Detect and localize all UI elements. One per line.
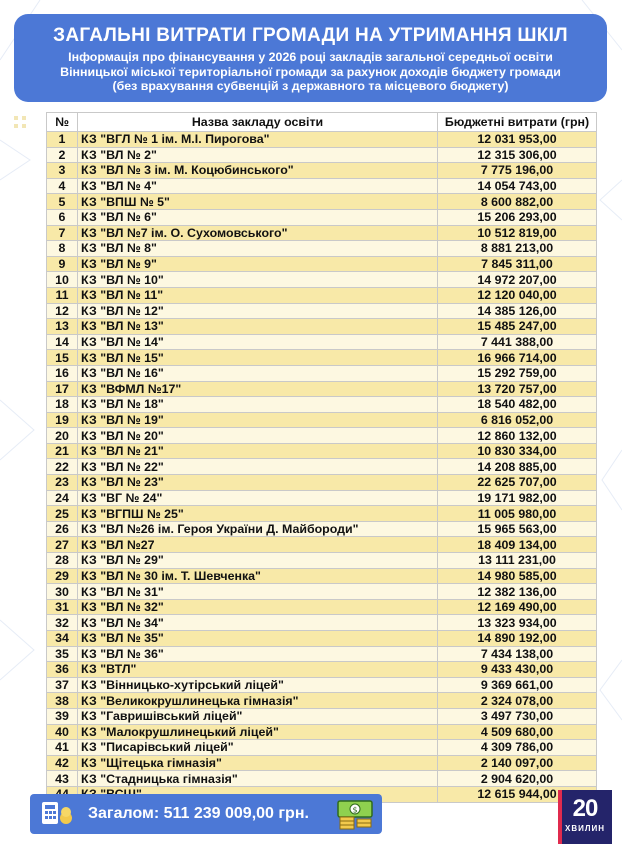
budget-expense: 8 600 882,00 <box>438 194 597 210</box>
table-row <box>47 662 597 678</box>
subtitle-line: Вінницької міської територіальної громади за рахунок доходів бюджету громади <box>60 64 561 79</box>
row-number: 10 <box>47 272 78 288</box>
budget-expense: 11 005 980,00 <box>438 506 597 522</box>
budget-expense: 2 324 078,00 <box>438 693 597 709</box>
school-name: КЗ "ВЛ № 6" <box>78 209 438 225</box>
row-number: 16 <box>47 365 78 381</box>
school-name: КЗ "ВФМЛ №17" <box>78 381 438 397</box>
budget-expense: 14 980 585,00 <box>438 568 597 584</box>
budget-expense: 14 385 126,00 <box>438 303 597 319</box>
budget-expense: 15 485 247,00 <box>438 319 597 335</box>
budget-expense: 2 140 097,00 <box>438 755 597 771</box>
row-number: 42 <box>47 755 78 771</box>
table-row <box>47 537 597 553</box>
budget-expense: 12 860 132,00 <box>438 428 597 444</box>
budget-expense: 13 111 231,00 <box>438 553 597 569</box>
row-number: 13 <box>47 319 78 335</box>
budget-expense: 6 816 052,00 <box>438 412 597 428</box>
row-number: 22 <box>47 459 78 475</box>
table-row <box>47 490 597 506</box>
column-header-expenses: Бюджетні витрати (грн) <box>438 113 597 132</box>
table-row <box>47 568 597 584</box>
school-name: КЗ "ВЛ № 36" <box>78 646 438 662</box>
table-row <box>47 771 597 787</box>
school-name: КЗ "ВЛ № 22" <box>78 459 438 475</box>
row-number: 35 <box>47 646 78 662</box>
school-name: КЗ "ВГЛ № 1 ім. М.І. Пирогова" <box>78 132 438 148</box>
budget-expense: 12 169 490,00 <box>438 599 597 615</box>
row-number: 25 <box>47 506 78 522</box>
table-body <box>47 132 597 803</box>
school-name: КЗ "Великокрушлинецька гімназія" <box>78 693 438 709</box>
table-row <box>47 646 597 662</box>
budget-expense: 4 309 786,00 <box>438 740 597 756</box>
row-number: 9 <box>47 256 78 272</box>
row-number: 5 <box>47 194 78 210</box>
budget-expense: 22 625 707,00 <box>438 475 597 491</box>
budget-expense: 9 369 661,00 <box>438 677 597 693</box>
row-number: 21 <box>47 443 78 459</box>
school-name: КЗ "ВЛ № 10" <box>78 272 438 288</box>
table-row <box>47 599 597 615</box>
row-number: 41 <box>47 740 78 756</box>
school-name: КЗ "Писарівський ліцей" <box>78 740 438 756</box>
page-subtitle <box>14 50 607 94</box>
row-number: 15 <box>47 350 78 366</box>
school-name: КЗ "ВЛ № 8" <box>78 241 438 257</box>
budget-expense: 15 206 293,00 <box>438 209 597 225</box>
school-name: КЗ "ВЛ № 18" <box>78 397 438 413</box>
row-number: 1 <box>47 132 78 148</box>
table-row <box>47 428 597 444</box>
school-name: КЗ "ВЛ № 23" <box>78 475 438 491</box>
school-name: КЗ "Вінницько-хутірський ліцей" <box>78 677 438 693</box>
school-name: КЗ "ВЛ № 9" <box>78 256 438 272</box>
budget-expense: 13 323 934,00 <box>438 615 597 631</box>
row-number: 28 <box>47 553 78 569</box>
budget-expense: 2 904 620,00 <box>438 771 597 787</box>
row-number: 31 <box>47 599 78 615</box>
school-name: КЗ "ВЛ № 21" <box>78 443 438 459</box>
calculator-icon <box>40 800 74 828</box>
budget-expense: 9 433 430,00 <box>438 662 597 678</box>
budget-expense: 10 512 819,00 <box>438 225 597 241</box>
budget-expense: 7 845 311,00 <box>438 256 597 272</box>
column-header-number: № <box>47 113 78 132</box>
table-row <box>47 287 597 303</box>
row-number: 32 <box>47 615 78 631</box>
school-name: КЗ "ВПШ № 5" <box>78 194 438 210</box>
table-row <box>47 334 597 350</box>
subtitle-line: Інформація про фінансування у 2026 році закладів загальної середньої освіти <box>68 50 553 64</box>
budget-expense: 14 054 743,00 <box>438 178 597 194</box>
budget-expense: 12 120 040,00 <box>438 287 597 303</box>
budget-expense: 7 441 388,00 <box>438 334 597 350</box>
table-row <box>47 365 597 381</box>
budget-expense: 15 965 563,00 <box>438 521 597 537</box>
table-row <box>47 677 597 693</box>
row-number: 19 <box>47 412 78 428</box>
row-number: 18 <box>47 397 78 413</box>
table-row <box>47 615 597 631</box>
table-row <box>47 241 597 257</box>
table-row <box>47 708 597 724</box>
table-row <box>47 755 597 771</box>
school-name: КЗ "ВЛ № 3 ім. М. Коцюбинського" <box>78 163 438 179</box>
row-number: 20 <box>47 428 78 444</box>
table-row <box>47 178 597 194</box>
school-name: КЗ "ВЛ № 30 ім. Т. Шевченка" <box>78 568 438 584</box>
budget-expense: 18 409 134,00 <box>438 537 597 553</box>
schools-table <box>46 112 597 803</box>
page-title: ЗАГАЛЬНІ ВИТРАТИ ГРОМАДИ НА УТРИМАННЯ ШКІЛ <box>53 25 568 46</box>
row-number: 11 <box>47 287 78 303</box>
row-number: 12 <box>47 303 78 319</box>
row-number: 24 <box>47 490 78 506</box>
school-name: КЗ "Малокрушлинецький ліцей" <box>78 724 438 740</box>
school-name: КЗ "ВЛ № 20" <box>78 428 438 444</box>
budget-expense: 10 830 334,00 <box>438 443 597 459</box>
budget-expense: 19 171 982,00 <box>438 490 597 506</box>
row-number: 26 <box>47 521 78 537</box>
column-header-name: Назва закладу освіти <box>78 113 438 132</box>
svg-text:$: $ <box>352 805 358 815</box>
logo-number: 20 <box>572 795 598 822</box>
row-number: 29 <box>47 568 78 584</box>
table-row <box>47 521 597 537</box>
schools-table-container <box>46 112 597 803</box>
row-number: 3 <box>47 163 78 179</box>
budget-expense: 7 775 196,00 <box>438 163 597 179</box>
row-number: 38 <box>47 693 78 709</box>
table-row <box>47 397 597 413</box>
table-row <box>47 256 597 272</box>
table-row <box>47 194 597 210</box>
table-row <box>47 631 597 647</box>
budget-expense: 12 315 306,00 <box>438 147 597 163</box>
table-row <box>47 350 597 366</box>
school-name: КЗ "ВЛ №7 ім. О. Сухомовського" <box>78 225 438 241</box>
school-name: КЗ "Щітецька гімназія" <box>78 755 438 771</box>
school-name: КЗ "ВЛ №27 <box>78 537 438 553</box>
row-number: 2 <box>47 147 78 163</box>
table-row <box>47 475 597 491</box>
table-header-row <box>47 113 597 132</box>
budget-expense: 12 382 136,00 <box>438 584 597 600</box>
budget-expense: 8 881 213,00 <box>438 241 597 257</box>
school-name: КЗ "ВТЛ" <box>78 662 438 678</box>
table-row <box>47 225 597 241</box>
school-name: КЗ "Стадницька гімназія" <box>78 771 438 787</box>
table-row <box>47 506 597 522</box>
logo-word: ХВИЛИН <box>564 824 605 833</box>
school-name: КЗ "ВЛ № 34" <box>78 615 438 631</box>
school-name: КЗ "ВЛ № 19" <box>78 412 438 428</box>
budget-expense: 4 509 680,00 <box>438 724 597 740</box>
table-row <box>47 724 597 740</box>
site-logo <box>558 790 612 844</box>
school-name: КЗ "ВЛ № 14" <box>78 334 438 350</box>
table-row <box>47 740 597 756</box>
table-row <box>47 553 597 569</box>
row-number: 14 <box>47 334 78 350</box>
school-name: КЗ "ВЛ № 11" <box>78 287 438 303</box>
row-number: 30 <box>47 584 78 600</box>
row-number: 36 <box>47 662 78 678</box>
row-number: 34 <box>47 631 78 647</box>
row-number: 7 <box>47 225 78 241</box>
money-stack-icon <box>334 797 378 831</box>
school-name: КЗ "ВЛ № 16" <box>78 365 438 381</box>
budget-expense: 18 540 482,00 <box>438 397 597 413</box>
table-row <box>47 303 597 319</box>
table-row <box>47 584 597 600</box>
row-number: 39 <box>47 708 78 724</box>
budget-expense: 13 720 757,00 <box>438 381 597 397</box>
budget-expense: 14 208 885,00 <box>438 459 597 475</box>
row-number: 17 <box>47 381 78 397</box>
total-banner <box>30 794 382 834</box>
row-number: 23 <box>47 475 78 491</box>
row-number: 40 <box>47 724 78 740</box>
row-number: 4 <box>47 178 78 194</box>
row-number: 43 <box>47 771 78 787</box>
row-number: 27 <box>47 537 78 553</box>
school-name: КЗ "ВЛ № 12" <box>78 303 438 319</box>
total-amount: Загалом: 511 239 009,00 грн. <box>88 805 309 822</box>
table-row <box>47 443 597 459</box>
table-row <box>47 163 597 179</box>
table-row <box>47 381 597 397</box>
school-name: КЗ "ВЛ № 2" <box>78 147 438 163</box>
row-number: 8 <box>47 241 78 257</box>
table-row <box>47 209 597 225</box>
row-number: 6 <box>47 209 78 225</box>
school-name: КЗ "ВЛ № 32" <box>78 599 438 615</box>
budget-expense: 14 890 192,00 <box>438 631 597 647</box>
budget-expense: 12 615 944,00 <box>438 786 597 802</box>
budget-expense: 16 966 714,00 <box>438 350 597 366</box>
school-name: КЗ "ВЛ № 15" <box>78 350 438 366</box>
school-name: КЗ "ВЛ № 35" <box>78 631 438 647</box>
school-name: КЗ "Гавришівський ліцей" <box>78 708 438 724</box>
school-name: КЗ "ВЛ № 4" <box>78 178 438 194</box>
subtitle-line: (без врахування субвенцій з державного та місцевого бюджету) <box>112 79 509 93</box>
budget-expense: 12 031 953,00 <box>438 132 597 148</box>
budget-expense: 3 497 730,00 <box>438 708 597 724</box>
table-row <box>47 319 597 335</box>
row-number: 37 <box>47 677 78 693</box>
school-name: КЗ "ВГПШ № 25" <box>78 506 438 522</box>
table-row <box>47 147 597 163</box>
school-name: КЗ "ВЛ № 31" <box>78 584 438 600</box>
table-row <box>47 412 597 428</box>
table-row <box>47 132 597 148</box>
budget-expense: 15 292 759,00 <box>438 365 597 381</box>
budget-expense: 14 972 207,00 <box>438 272 597 288</box>
budget-expense: 7 434 138,00 <box>438 646 597 662</box>
school-name: КЗ "ВЛ № 29" <box>78 553 438 569</box>
table-row <box>47 459 597 475</box>
header-banner <box>14 14 607 102</box>
school-name: КЗ "ВЛ №26 ім. Героя України Д. Майбороди" <box>78 521 438 537</box>
logo-accent-stripe <box>558 790 562 844</box>
table-row <box>47 693 597 709</box>
table-row <box>47 272 597 288</box>
school-name: КЗ "ВЛ № 13" <box>78 319 438 335</box>
school-name: КЗ "ВГ № 24" <box>78 490 438 506</box>
